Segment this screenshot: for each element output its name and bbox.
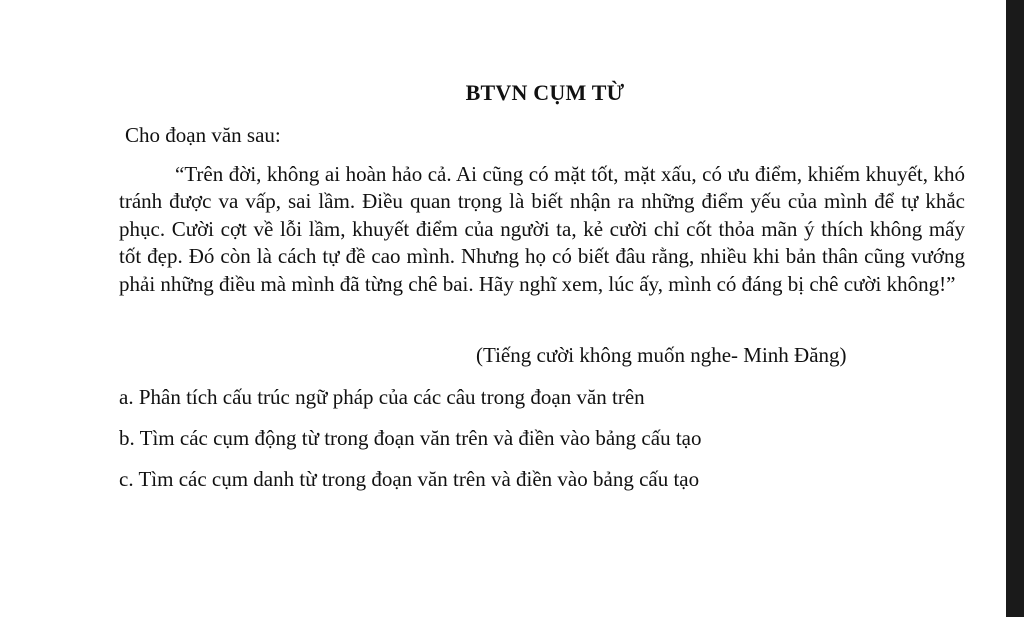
intro-text: Cho đoạn văn sau:	[125, 123, 281, 147]
question-c: c. Tìm các cụm danh từ trong đoạn văn trên và điền vào bảng cấu tạo	[119, 467, 700, 491]
question-b: b. Tìm các cụm động từ trong đoạn văn trên và điền vào bảng cấu tạo	[119, 426, 702, 450]
document-title: BTVN CỤM TỪ	[465, 80, 625, 105]
quoted-passage: “Trên đời, không ai hoàn hảo cả. Ai cũng có mặt tốt, mặt xấu, có ưu điểm, khiếm khuyết, khó tránh được va vấp, sai lầm. Điều quan trọng là biết nhận ra những điểm yếu của mình để tự khắc phục. Cười cợt về lỗi lầm, khuyết điểm của người ta, kẻ cười chỉ cốt thỏa mãn ý thích không mấy tốt đẹp. Đó còn là cách tự đề cao mình. Nhưng họ có biết đâu rằng, nhiều khi bản thân cũng vướng phải những điều mà mình đã từng chê bai. Hãy nghĩ xem, lúc ấy, mình có đáng bị chê cười không!”	[119, 162, 965, 296]
question-a: a. Phân tích cấu trúc ngữ pháp của các câu trong đoạn văn trên	[119, 385, 645, 409]
passage-source: (Tiếng cười không muốn nghe- Minh Đăng)	[476, 343, 847, 367]
window-edge-strip	[1006, 0, 1024, 617]
